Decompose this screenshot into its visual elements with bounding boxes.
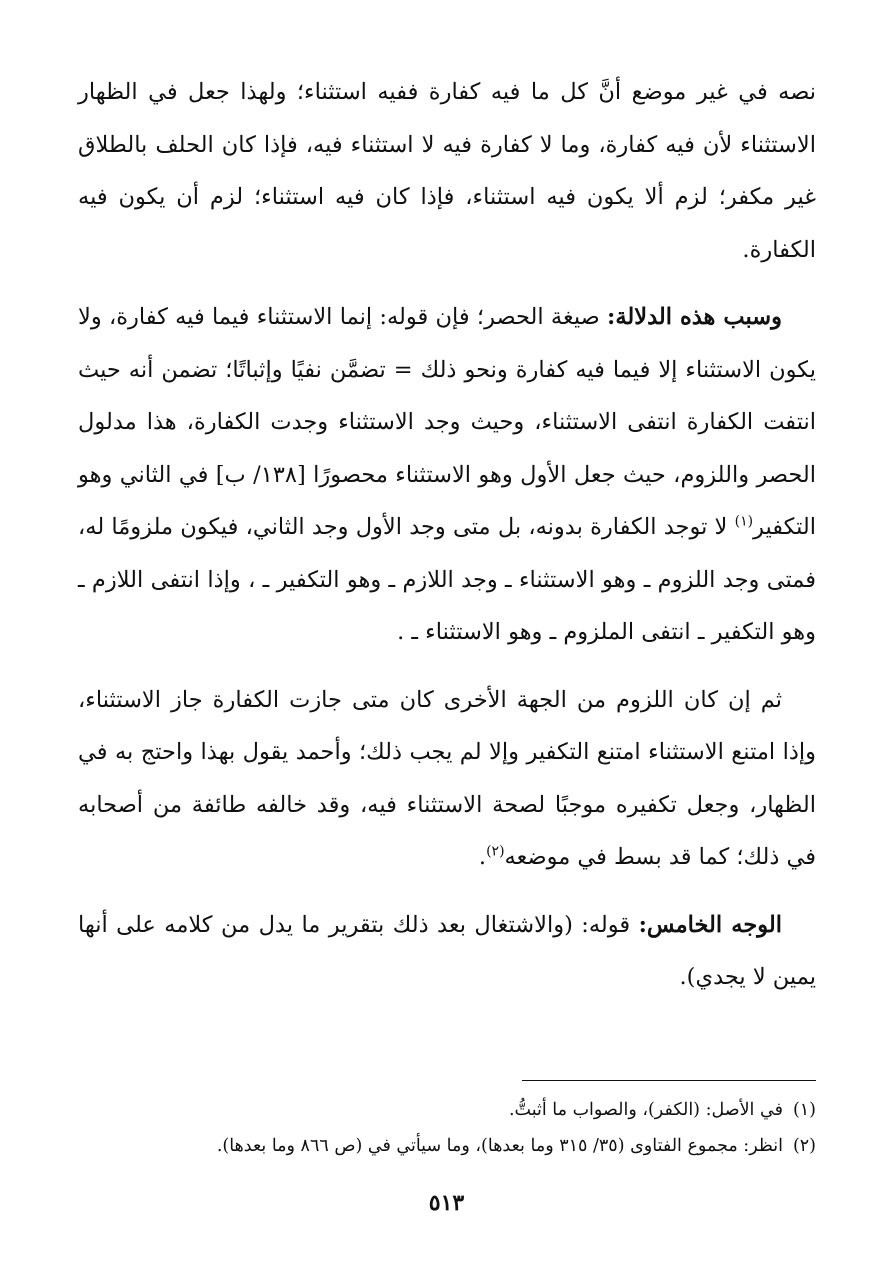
footnote-text: انظر: مجموع الفتاوى (٣٥/ ٣١٥ وما بعدها)، وما سيأتي في (ص ٨٦٦ وما بعدها).	[216, 1136, 783, 1156]
footnote-ref-1[interactable]: (١)	[734, 513, 754, 530]
paragraph-text: ثم إن كان اللزوم من الجهة الأخرى كان متى جازت الكفارة جاز الاستثناء، وإذا امتنع الاستثناء امتنع التكفير وإلا لم يجب ذلك؛ وأحمد يقول بهذا واحتج به في الظهار، وجعل تكفيره موجبًا لصحة الاستثناء فيه، وقد خالفه طائفة من أصحابه في ذلك؛ كما قد بسط في موضعه	[78, 686, 816, 870]
footnote-2	[78, 1128, 816, 1164]
paragraph-4	[78, 899, 816, 1004]
paragraph-2	[78, 291, 816, 659]
main-text	[78, 66, 816, 1019]
paragraph-text-continued: .	[478, 844, 487, 870]
footnote-text: في الأصل: (الكفر)، والصواب ما أثبتُّ.	[508, 1100, 783, 1120]
paragraph-lead: وسبب هذه الدلالة:	[607, 304, 782, 330]
paragraph-text: قوله: (والاشتغال بعد ذلك بتقرير ما يدل من كلامه على أنها يمين لا يجدي).	[78, 911, 816, 990]
paragraph-3	[78, 674, 816, 884]
page-number: ٥١٣	[428, 1190, 465, 1216]
paragraph-lead: الوجه الخامس:	[638, 911, 782, 938]
paragraph-text-continued: لا توجد الكفارة بدونه، بل متى وجد الأول وجد الثاني، فيكون ملزومًا له، فمتى وجد اللزوم ـ وهو الاستثناء ـ وجد اللازم ـ وهو التكفير ـ ، وإذا انتفى اللازم ـ وهو التكفير ـ انتفى الملزوم ـ وهو الاستثناء ـ .	[78, 514, 816, 645]
footnote-number: (٢)	[792, 1136, 816, 1156]
footnote-ref-2[interactable]: (٢)	[486, 843, 505, 860]
footnote-number: (١)	[792, 1100, 816, 1120]
paragraph-text: نصه في غير موضع أنَّ كل ما فيه كفارة ففيه استثناء؛ ولهذا جعل في الظهار الاستثناء لأن فيه كفارة، وما لا كفارة فيه لا استثناء فيه، فإذا كان الحلف بالطلاق غير مكفر؛ لزم ألا يكون فيه استثناء، فإذا كان فيه استثناء؛ لزم أن يكون فيه الكفارة.	[78, 79, 816, 263]
paragraph-1	[78, 66, 816, 276]
footnotes	[78, 1092, 816, 1164]
paragraph-text: صيغة الحصر؛ فإن قوله: إنما الاستثناء فيما فيه كفارة، ولا يكون الاستثناء إلا فيما فيه كفارة ونحو ذلك = تضمَّن نفيًا وإثباتًا؛ تضمن أنه حيث انتفت الكفارة انتفى الاستثناء، وحيث وجد الاستثناء وجدت الكفارة، هذا مدلول الحصر واللزوم، حيث جعل الأول وهو الاستثناء محصورًا [١٣٨/ ب] في الثاني وهو التكفير	[78, 304, 817, 540]
footnote-divider	[522, 1080, 816, 1081]
footnote-1	[78, 1092, 816, 1128]
